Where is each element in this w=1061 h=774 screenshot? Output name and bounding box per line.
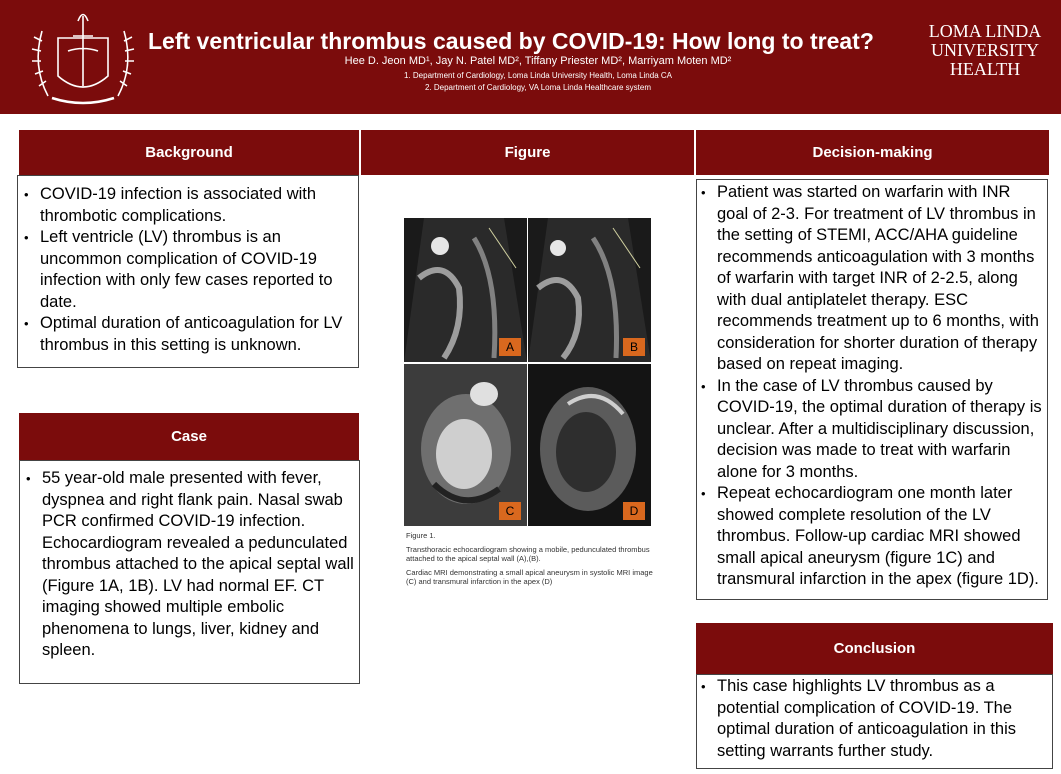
affiliation-2: 2. Department of Cardiology, VA Loma Linda Healthcare system [424, 83, 652, 92]
panel-label-a: A [499, 338, 521, 356]
decision-item: • In the case of LV thrombus caused by COVID-19, the optimal duration of therapy is unclear. After a multidisciplinary discussion, decision was made to treat with warfarin alone for 3 months. [717, 376, 1043, 484]
panel-label-d: D [623, 502, 645, 520]
background-item: • COVID-19 infection is associated with thrombotic complications. [40, 184, 354, 227]
conclusion-item: • This case highlights LV thrombus as a potential complication of COVID-19. The optimal duration of anticoagulation in this setting warrants further study. [717, 676, 1048, 762]
panel-label-c: C [499, 502, 521, 520]
decision-list [699, 182, 1043, 591]
university-seal-logo [28, 6, 138, 106]
decision-item: • Repeat echocardiogram one month later showed complete resolution of the LV thrombus. Follow-up cardiac MRI showed small apical aneurysm (figure 1C) and transmural infarction in the apex (figure 1D). [717, 483, 1043, 591]
case-list [24, 468, 355, 662]
figure-caption-title: Figure 1. [406, 531, 436, 540]
logo-line-1: LOMA LINDA [928, 21, 1042, 41]
background-item: • Left ventricle (LV) thrombus is an uncommon complication of COVID-19 infection with only few cases reported to date. [40, 227, 354, 313]
author-list: Hee D. Jeon MD¹, Jay N. Patel MD², Tiffany Priester MD², Marriyam Moten MD² [344, 55, 732, 67]
echo-panel-b [528, 218, 651, 362]
background-heading: Background [19, 130, 359, 175]
background-list [22, 184, 354, 356]
conclusion-list [699, 676, 1048, 762]
background-box [17, 175, 359, 368]
background-item: • Optimal duration of anticoagulation for LV thrombus in this setting is unknown. [40, 313, 354, 356]
poster-title: Left ventricular thrombus caused by COVID-19: How long to treat? [148, 28, 874, 54]
logo-line-3: HEALTH [949, 59, 1021, 79]
logo-line-2: UNIVERSITY [931, 40, 1039, 60]
figure-caption-line: Transthoracic echocardiogram showing a mobile, pedunculated thrombus attached to the apical septal wall (A),(B). [406, 545, 650, 563]
case-item: • 55 year-old male presented with fever, dyspnea and right flank pain. Nasal swab PCR confirmed COVID-19 infection. Echocardiogram revealed a pedunculated thrombus attached to the apical septal wall (Figure 1A, 1B). LV had normal EF. CT imaging showed multiple embolic phenomena to lungs, liver, kidney and spleen. [42, 468, 355, 662]
case-box [19, 460, 360, 684]
echo-panel-a [404, 218, 527, 362]
conclusion-heading: Conclusion [696, 623, 1053, 674]
decision-making-heading: Decision-making [696, 130, 1049, 175]
figure-caption-line: Cardiac MRI demonstrating a small apical aneurysm in systolic MRI image (C) and transmural infarction in the apex (D) [406, 568, 653, 586]
decision-item: • Patient was started on warfarin with INR goal of 2-3. For treatment of LV thrombus in the setting of STEMI, ACC/AHA guideline recommends anticoagulation with 3 months of warfarin with target INR of 2-2.5, along with dual antiplatelet therapy. ESC recommends treatment up to 6 months, with consideration for shorter duration of therapy based on repeat imaging. [717, 182, 1043, 376]
mri-panel-d [528, 364, 651, 526]
conclusion-box [696, 674, 1053, 769]
institution-logo [925, 22, 1045, 79]
case-heading: Case [19, 413, 359, 460]
mri-panel-c [404, 364, 527, 526]
figure-caption [406, 531, 654, 586]
figure-heading: Figure [361, 130, 694, 175]
figure-1-panels [404, 218, 651, 526]
panel-label-b: B [623, 338, 645, 356]
decision-making-box [696, 179, 1048, 600]
affiliation-1: 1. Department of Cardiology, Loma Linda University Health, Loma Linda CA [404, 71, 672, 80]
